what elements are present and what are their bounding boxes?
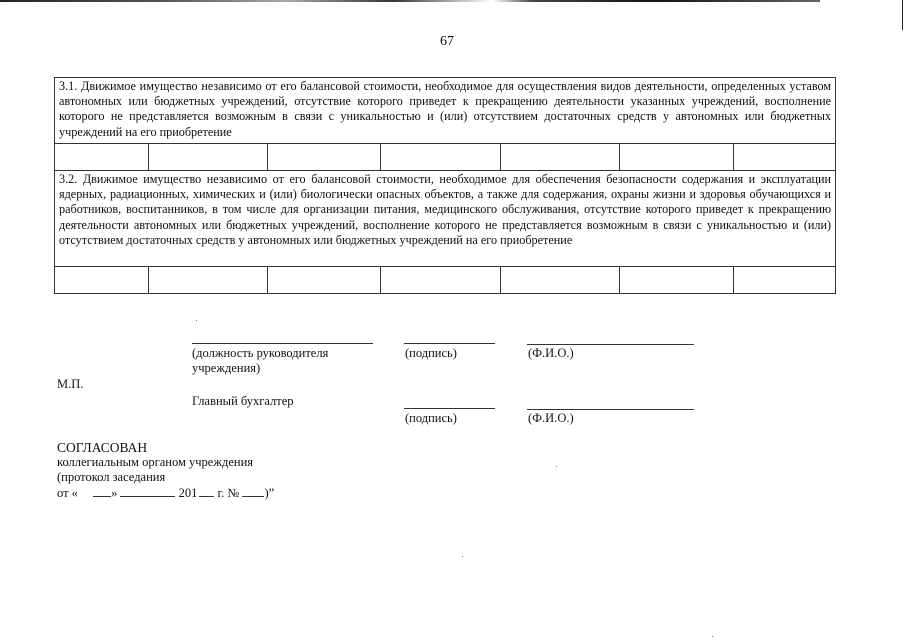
day-blank: [93, 485, 111, 497]
month-blank: [120, 485, 175, 497]
head-name-label: (Ф.И.О.): [528, 346, 574, 360]
table-cell: [734, 267, 836, 294]
head-signature-label: (подпись): [405, 346, 457, 360]
head-signature-line: [404, 343, 495, 344]
section-3-2-row: [55, 171, 836, 267]
head-position-label: [192, 346, 328, 376]
head-position-line: [192, 343, 373, 344]
accountant-name-line: [527, 409, 694, 410]
table-cell: [381, 144, 501, 171]
approval-block: [57, 440, 274, 501]
table-cell: [55, 144, 149, 171]
accountant-name-label: (Ф.И.О.): [528, 411, 574, 425]
section-3-1-text: 3.1. Движимое имущество независимо от его балансовой стоимости, необходимое для осуществления видов деятельности, определенных уставом автономных или бюджетных учреждений, отсутствие которого приведет к прекращению деятельности указанных учреждений, восполнение которого не представляется возможным в связи с уникальностью и (или) отсутствием достаточных средств у автономных или бюджетных учреждений на его приобретение: [55, 78, 836, 144]
section-3-1-data-row: [55, 144, 836, 171]
head-name-line: [527, 344, 694, 345]
table-cell: [268, 267, 381, 294]
table-cell: [55, 267, 149, 294]
head-position-label-line1: (должность руководителя: [192, 346, 329, 360]
table-cell: [268, 144, 381, 171]
accountant-title: Главный бухгалтер: [192, 394, 294, 408]
table-cell: [381, 267, 501, 294]
accountant-signature-line: [404, 408, 495, 409]
scan-right-edge: [902, 0, 903, 30]
head-position-label-line2: учреждения): [192, 361, 261, 375]
scan-speck: [556, 466, 557, 467]
table-cell: [149, 267, 268, 294]
movable-property-table: [54, 77, 836, 294]
year-prefix: 201: [178, 486, 198, 500]
approval-body-line1: коллегиальным органом учреждения: [57, 455, 254, 469]
protocol-number-blank: [242, 485, 264, 497]
table-cell: [501, 267, 620, 294]
date-prefix: от «: [57, 486, 78, 500]
section-3-2-text: 3.2. Движимое имущество независимо от его балансовой стоимости, необходимое для обеспечения безопасности содержания и эксплуатации ядерных, радиационных, химических и (или) биологически опасных объектов, а также для содержания, охраны жизни и здоровья обучающихся и работников, воспитанников, в том числе для организации питания, медицинского обслуживания, отсутствие которого приведет к прекращению деятельности автономных или бюджетных учреждений, восполнение которого не представляется возможным в связи с уникальностью и (или) отсутствием достаточных средств у автономных или бюджетных учреждений на его приобретение: [55, 171, 836, 267]
date-mid: »: [111, 486, 118, 500]
table-cell: [149, 144, 268, 171]
table-cell: [734, 144, 836, 171]
closing-paren: )”: [264, 486, 275, 500]
table-cell: [620, 267, 734, 294]
approval-body-line2: (протокол заседания: [57, 470, 166, 484]
scan-speck: [196, 320, 197, 321]
scan-speck: [462, 556, 463, 557]
approval-title: СОГЛАСОВАН: [57, 440, 148, 455]
section-3-1-row: [55, 78, 836, 144]
scan-speck: [712, 636, 713, 637]
table-cell: [501, 144, 620, 171]
scan-top-edge: [0, 0, 820, 2]
year-blank: [199, 485, 214, 497]
page-number: 67: [440, 34, 454, 49]
table-cell: [620, 144, 734, 171]
approval-date-line: [57, 485, 274, 501]
year-suffix: г. №: [217, 486, 240, 500]
stamp-label: М.П.: [57, 377, 84, 391]
section-3-2-data-row: [55, 267, 836, 294]
accountant-signature-label: (подпись): [405, 411, 457, 425]
